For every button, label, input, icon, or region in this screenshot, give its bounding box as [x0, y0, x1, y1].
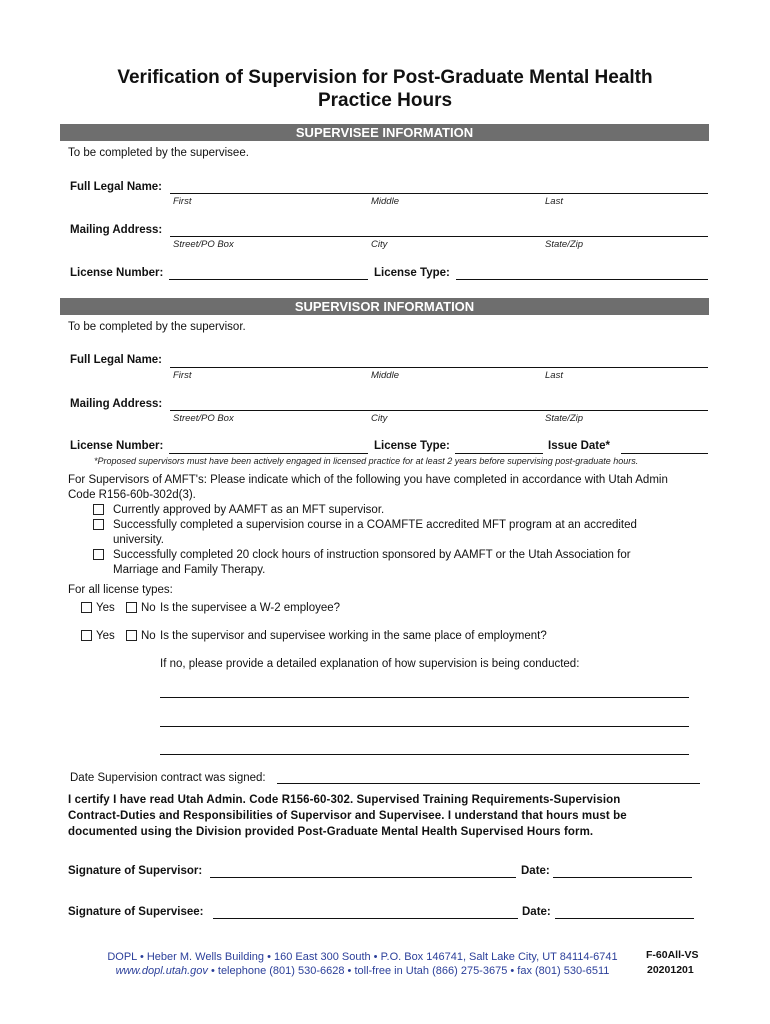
- supervisor-date-label: Date:: [521, 865, 550, 877]
- form-revision-date: 20201201: [647, 964, 694, 976]
- supervisor-intro: To be completed by the supervisor.: [68, 321, 246, 333]
- supervisor-address-field[interactable]: [170, 410, 708, 411]
- amft-option1-checkbox[interactable]: [93, 504, 104, 515]
- q1-no-label: No: [141, 602, 156, 614]
- supervisee-intro: To be completed by the supervisee.: [68, 147, 249, 159]
- supervisee-middle-caption: Middle: [371, 196, 399, 207]
- supervisor-street-caption: Street/PO Box: [173, 413, 234, 424]
- footer-address: DOPL • Heber M. Wells Building • 160 East 300 South • P.O. Box 146741, Salt Lake City, UT 84114-6741: [107, 951, 618, 963]
- amft-option3-label-line2: Marriage and Family Therapy.: [113, 564, 266, 576]
- footer-contact: [90, 965, 635, 977]
- q2-question: Is the supervisor and supervisee working in the same place of employment?: [160, 630, 547, 642]
- q2-yes-label: Yes: [96, 630, 115, 642]
- supervisee-license-number-label: License Number:: [70, 267, 164, 279]
- form-code: F-60All-VS: [646, 949, 699, 961]
- q1-yes-checkbox[interactable]: [81, 602, 92, 613]
- supervisor-name-field[interactable]: [170, 367, 708, 368]
- supervisee-license-type-field[interactable]: [456, 279, 708, 280]
- supervisee-street-caption: Street/PO Box: [173, 239, 234, 250]
- supervisee-section-header: SUPERVISEE INFORMATION: [60, 124, 709, 141]
- supervisor-experience-note: *Proposed supervisors must have been actively engaged in licensed practice for at least 2 years before supervising post-graduate hours.: [94, 456, 639, 466]
- amft-option3-checkbox[interactable]: [93, 549, 104, 560]
- q1-no-checkbox[interactable]: [126, 602, 137, 613]
- supervisee-name-field[interactable]: [170, 193, 708, 194]
- supervisor-state-caption: State/Zip: [545, 413, 584, 424]
- explanation-line-2[interactable]: [160, 726, 689, 727]
- supervisor-license-number-label: License Number:: [70, 440, 164, 452]
- supervisor-signature-field[interactable]: [210, 877, 516, 878]
- all-license-types-label: For all license types:: [68, 584, 173, 596]
- certification-line1: I certify I have read Utah Admin. Code R156-60-302. Supervised Training Requirements-Supervision: [68, 794, 621, 806]
- supervisor-first-caption: First: [173, 370, 192, 381]
- page-title-line1: Verification of Supervision for Post-Graduate Mental Health: [117, 67, 653, 88]
- amft-intro-line1: For Supervisors of AMFT's: Please indicate which of the following you have completed in accordance with Utah Admin: [68, 474, 668, 486]
- explanation-line-1[interactable]: [160, 697, 689, 698]
- supervisor-last-caption: Last: [545, 370, 563, 381]
- supervisor-issue-date-field[interactable]: [621, 453, 708, 454]
- supervisor-issue-date-label: Issue Date*: [548, 440, 611, 452]
- amft-option3-label-line1: Successfully completed 20 clock hours of instruction sponsored by AAMFT or the Utah Association for: [113, 549, 631, 561]
- amft-option2-label-line2: university.: [113, 534, 164, 546]
- supervisor-date-field[interactable]: [553, 877, 692, 878]
- contract-date-field[interactable]: [277, 783, 700, 784]
- footer-website-link[interactable]: www.dopl.utah.gov: [115, 965, 208, 977]
- q1-question: Is the supervisee a W-2 employee?: [160, 602, 341, 614]
- q2-no-label: No: [141, 630, 156, 642]
- certification-line3: documented using the Division provided Post-Graduate Mental Health Supervised Hours form.: [68, 826, 594, 838]
- explanation-line-3[interactable]: [160, 754, 689, 755]
- q2-yes-checkbox[interactable]: [81, 630, 92, 641]
- supervisee-city-caption: City: [371, 239, 388, 250]
- amft-option1-label: Currently approved by AAMFT as an MFT supervisor.: [113, 504, 385, 516]
- supervisee-state-caption: State/Zip: [545, 239, 584, 250]
- footer-phone-info: • telephone (801) 530-6628 • toll-free in Utah (866) 275-3675 • fax (801) 530-6511: [207, 965, 610, 977]
- supervisee-first-caption: First: [173, 196, 192, 207]
- supervisor-license-number-field[interactable]: [169, 453, 368, 454]
- supervisor-city-caption: City: [371, 413, 388, 424]
- supervisee-license-type-label: License Type:: [374, 267, 450, 279]
- supervisee-license-number-field[interactable]: [169, 279, 368, 280]
- q2-no-checkbox[interactable]: [126, 630, 137, 641]
- supervisee-signature-label: Signature of Supervisee:: [68, 906, 204, 918]
- q1-yes-label: Yes: [96, 602, 115, 614]
- supervisee-last-caption: Last: [545, 196, 563, 207]
- supervisor-license-type-field[interactable]: [455, 453, 543, 454]
- supervisor-license-type-label: License Type:: [374, 440, 450, 452]
- supervisor-section-header: SUPERVISOR INFORMATION: [60, 298, 709, 315]
- supervisee-date-field[interactable]: [555, 918, 694, 919]
- supervisor-name-label: Full Legal Name:: [70, 354, 163, 366]
- supervisor-signature-label: Signature of Supervisor:: [68, 865, 203, 877]
- amft-option2-checkbox[interactable]: [93, 519, 104, 530]
- amft-option2-label-line1: Successfully completed a supervision course in a COAMFTE accredited MFT program at an accredited: [113, 519, 637, 531]
- certification-line2: Contract-Duties and Responsibilities of Supervisor and Supervisee. I understand that hours must be: [68, 810, 627, 822]
- explanation-prompt: If no, please provide a detailed explanation of how supervision is being conducted:: [160, 658, 580, 670]
- supervisor-address-label: Mailing Address:: [70, 398, 163, 410]
- supervisee-signature-field[interactable]: [213, 918, 518, 919]
- page-title-line2: Practice Hours: [317, 90, 453, 111]
- supervisee-name-label: Full Legal Name:: [70, 181, 163, 193]
- amft-intro-line2: Code R156-60b-302d(3).: [68, 489, 196, 501]
- contract-date-label: Date Supervision contract was signed:: [70, 772, 266, 784]
- supervisee-address-field[interactable]: [170, 236, 708, 237]
- supervisor-middle-caption: Middle: [371, 370, 399, 381]
- supervisee-address-label: Mailing Address:: [70, 224, 163, 236]
- supervisee-date-label: Date:: [522, 906, 551, 918]
